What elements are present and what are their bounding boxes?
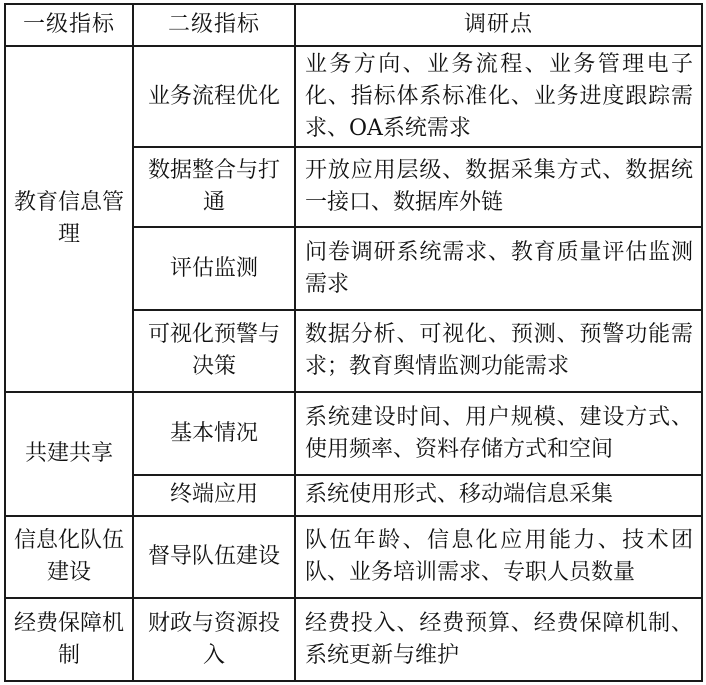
level1-cell-co-construction: 共建共享 (5, 392, 133, 516)
table-row (5, 516, 702, 598)
level2-cell: 督导队伍建设 (133, 516, 295, 598)
level1-cell-funding: 经费保障机制 (5, 598, 133, 681)
table-header-row (5, 4, 702, 46)
research-table-container (4, 3, 701, 682)
header-level1: 一级指标 (5, 4, 133, 46)
research-points-cell: 系统使用形式、移动端信息采集 (295, 475, 702, 516)
header-research-points: 调研点 (295, 4, 702, 46)
research-points-cell: 队伍年龄、信息化应用能力、技术团队、业务培训需求、专职人员数量 (295, 516, 702, 598)
level2-cell: 评估监测 (133, 227, 295, 309)
header-level2: 二级指标 (133, 4, 295, 46)
level2-cell: 财政与资源投入 (133, 598, 295, 681)
table-row (5, 46, 702, 147)
research-points-cell: 业务方向、业务流程、业务管理电子化、指标体系标准化、业务进度跟踪需求、OA系统需求 (295, 46, 702, 147)
research-points-cell: 开放应用层级、数据采集方式、数据统一接口、数据库外链 (295, 147, 702, 227)
research-points-cell: 经费投入、经费预算、经费保障机制、系统更新与维护 (295, 598, 702, 681)
level1-cell-team-building: 信息化队伍建设 (5, 516, 133, 598)
research-indicator-table (4, 3, 703, 682)
research-points-cell: 问卷调研系统需求、教育质量评估监测需求 (295, 227, 702, 309)
table-row (5, 598, 702, 681)
table-row (5, 392, 702, 474)
level1-cell-info-management: 教育信息管理 (5, 46, 133, 392)
level2-cell: 业务流程优化 (133, 46, 295, 147)
research-points-cell: 系统建设时间、用户规模、建设方式、使用频率、资料存储方式和空间 (295, 392, 702, 474)
research-points-cell: 数据分析、可视化、预测、预警功能需求；教育舆情监测功能需求 (295, 310, 702, 392)
level2-cell: 基本情况 (133, 392, 295, 474)
level2-cell: 数据整合与打通 (133, 147, 295, 227)
level2-cell: 可视化预警与决策 (133, 310, 295, 392)
level2-cell: 终端应用 (133, 475, 295, 516)
